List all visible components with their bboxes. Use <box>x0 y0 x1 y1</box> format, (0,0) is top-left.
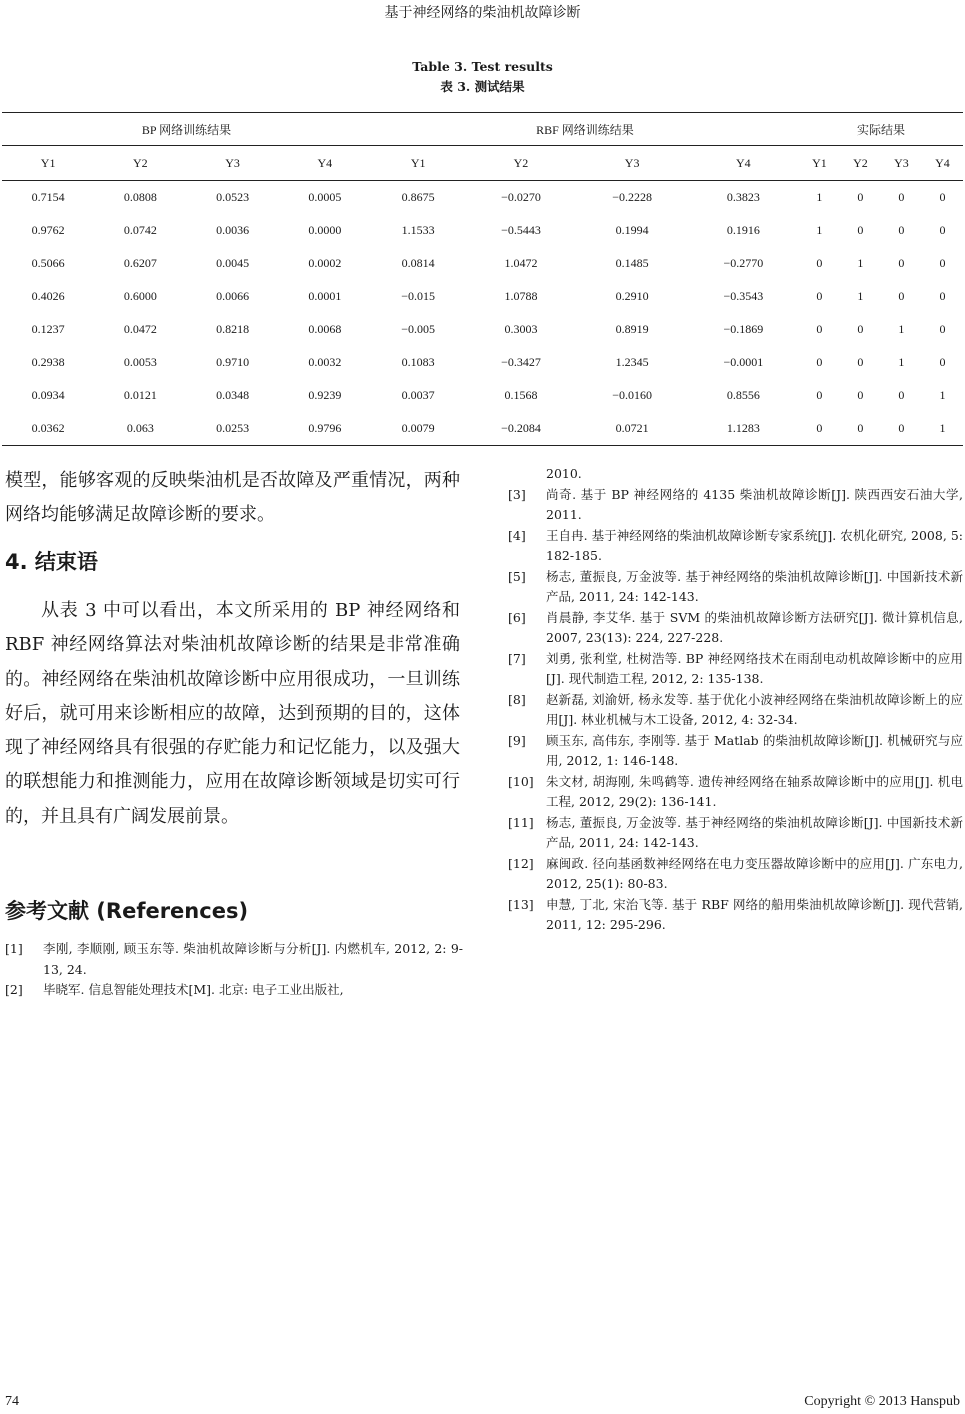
table-cell: 1 <box>816 190 823 204</box>
reference-number: [13] <box>508 896 534 912</box>
reference-text: 刘勇, 张利堂, 杜树浩等. BP 神经网络技术在雨刮电动机故障诊断中的应用[J]. 现代制造工程, 2012, 2: 135-138. <box>546 650 963 686</box>
table-cell: 0.1994 <box>615 223 649 237</box>
table-cell: 1 <box>922 412 963 446</box>
table-cell: 0 <box>816 355 823 369</box>
table-cell: 0.0121 <box>123 388 157 402</box>
table-group-header-row <box>2 113 963 146</box>
table-cell: 1.0788 <box>504 289 538 303</box>
reference-number: [10] <box>508 773 534 789</box>
reference-item <box>508 485 963 526</box>
reference-item <box>508 854 963 895</box>
table-cell: −0.3543 <box>723 289 764 303</box>
reference-item <box>508 649 963 690</box>
table-cell: 0.0001 <box>308 289 342 303</box>
table-row <box>2 346 963 379</box>
reference-number: [3] <box>508 486 526 502</box>
table-cell: 0.3823 <box>726 190 760 204</box>
table-cell: 0.0002 <box>308 256 342 270</box>
table-cell: 0.0742 <box>123 223 157 237</box>
table-cell: 1 <box>898 355 905 369</box>
reference-text: 王自冉. 基于神经网络的柴油机故障诊断专家系统[J]. 农机化研究, 2008, 5: 182-185. <box>546 527 963 563</box>
table-cell: 1.2345 <box>615 355 649 369</box>
column-header: Y1 <box>371 146 465 181</box>
continuation-text: 模型，能够客观的反映柴油机是否故障及严重情况，两种网络均能够满足故障诊断的要求。 <box>5 470 460 526</box>
table-cell: 0.0079 <box>371 412 465 446</box>
table-cell: 0.0005 <box>308 190 342 204</box>
references-right-items <box>508 485 963 936</box>
table-cell: −0.0001 <box>723 355 764 369</box>
table-cell: −0.2084 <box>465 412 576 446</box>
reference-item <box>508 731 963 772</box>
table-cell: 0 <box>816 256 823 270</box>
table-cell: 1 <box>857 289 864 303</box>
table-caption-en: Table 3. Test results <box>412 59 553 74</box>
reference-text: 朱文材, 胡海刚, 朱鸣鹤等. 遗传神经网络在轴系故障诊断中的应用[J]. 机电工程, 2012, 29(2): 136-141. <box>546 773 963 809</box>
column-header: Y4 <box>922 146 963 181</box>
reference-item <box>508 567 963 608</box>
table-cell: 0.063 <box>94 412 186 446</box>
table-cell: 0 <box>898 256 905 270</box>
table-cell: 0 <box>857 322 864 336</box>
table-cell: 0.0068 <box>308 322 342 336</box>
table-cell: 0.0721 <box>577 412 688 446</box>
table-cell: 0 <box>939 256 946 270</box>
table-cell: 0.0066 <box>216 289 250 303</box>
table-cell: 1.1283 <box>688 412 799 446</box>
table-cell: 0.9796 <box>279 412 371 446</box>
table-cell: 0.2938 <box>31 355 65 369</box>
reference-number: [9] <box>508 732 526 748</box>
table-cell: 0.4026 <box>31 289 65 303</box>
reference-number: [8] <box>508 691 526 707</box>
reference-item <box>508 895 963 936</box>
table-cell: 0.0934 <box>31 388 65 402</box>
table-cell: 0 <box>816 322 823 336</box>
table-cell: 0.0472 <box>123 322 157 336</box>
column-header: Y1 <box>799 146 840 181</box>
reference-number: [12] <box>508 855 534 871</box>
reference-item <box>508 608 963 649</box>
table-cell: 0.0348 <box>216 388 250 402</box>
reference-item <box>508 772 963 813</box>
reference-number: [11] <box>508 814 534 830</box>
table-cell: 0.7154 <box>31 190 65 204</box>
group-header-bp: BP 网络训练结果 <box>2 113 371 146</box>
reference-text: 尚奇. 基于 BP 神经网络的 4135 柴油机故障诊断[J]. 陕西西安石油大学, 2011. <box>546 486 963 522</box>
reference-continuation: 2010. <box>546 466 582 481</box>
table-cell: 0 <box>898 388 905 402</box>
table-cell: 0.8919 <box>615 322 649 336</box>
table-cell: 0.9762 <box>31 223 65 237</box>
reference-text: 申慧, 丁北, 宋治飞等. 基于 RBF 网络的船用柴油机故障诊断[J]. 现代营销, 2011, 12: 295-296. <box>546 896 963 932</box>
column-header: Y3 <box>577 146 688 181</box>
table-cell: 0.0808 <box>123 190 157 204</box>
table-cell: −0.3427 <box>501 355 541 369</box>
table-cell: 0 <box>857 190 864 204</box>
reference-text: 赵新磊, 刘渝妍, 杨永发等. 基于优化小波神经网络在柴油机故障诊断上的应用[J]. 林业机械与木工设备, 2012, 4: 32-34. <box>546 691 963 727</box>
reference-number: [6] <box>508 609 526 625</box>
column-header: Y3 <box>186 146 278 181</box>
table-cell: 0.0362 <box>2 412 94 446</box>
table-cell: −0.015 <box>401 289 436 303</box>
reference-item <box>508 813 963 854</box>
table-cell: 1 <box>898 322 905 336</box>
copyright-notice: Copyright © 2013 Hanspub <box>804 1394 960 1409</box>
reference-number: [1] <box>5 941 23 956</box>
table-cell: 0 <box>816 388 823 402</box>
reference-text: 杨志, 董振良, 万金波等. 基于神经网络的柴油机故障诊断[J]. 中国新技术新产品, 2011, 24: 142-143. <box>546 814 963 850</box>
table-cell: 0.3003 <box>504 322 538 336</box>
reference-text: 肖晨静, 李艾华. 基于 SVM 的柴油机故障诊断方法研究[J]. 微计算机信息, 2007, 23(13): 224, 227-228. <box>546 609 963 645</box>
table-cell: 0.2910 <box>615 289 649 303</box>
table-cell: −0.0160 <box>612 388 653 402</box>
column-header: Y2 <box>465 146 576 181</box>
section-heading: 4. 结束语 <box>5 550 98 574</box>
column-header: Y3 <box>881 146 922 181</box>
table-row <box>2 412 963 446</box>
table-cell: 0.9239 <box>308 388 342 402</box>
table-row <box>2 280 963 313</box>
table-cell: 0.1568 <box>504 388 538 402</box>
reference-number: [5] <box>508 568 526 584</box>
reference-item <box>5 980 463 1001</box>
references-heading: 参考文献 (References) <box>5 899 249 923</box>
table-cell: 0 <box>939 322 946 336</box>
table-cell: 1 <box>939 388 946 402</box>
reference-text: 麻闽政. 径向基函数神经网络在电力变压器故障诊断中的应用[J]. 广东电力, 2012, 25(1): 80-83. <box>546 855 963 891</box>
table-row <box>2 247 963 280</box>
table-cell: 0 <box>857 355 864 369</box>
results-table <box>2 112 963 446</box>
table-cell: 0.6000 <box>123 289 157 303</box>
table-row <box>2 181 963 215</box>
table-cell: 0 <box>898 289 905 303</box>
page-number: 74 <box>5 1394 19 1409</box>
table-cell: −0.0270 <box>501 190 541 204</box>
table-cell: 0.5066 <box>31 256 65 270</box>
table-row <box>2 313 963 346</box>
reference-item <box>508 690 963 731</box>
table-cell: 0.0814 <box>401 256 435 270</box>
table-cell: 0.1916 <box>726 223 760 237</box>
group-header-actual: 实际结果 <box>799 113 963 146</box>
table-cell: 0.1237 <box>31 322 65 336</box>
table-cell: 0.0032 <box>308 355 342 369</box>
table-cell: 0 <box>939 355 946 369</box>
group-header-rbf: RBF 网络训练结果 <box>371 113 799 146</box>
table-cell: 0 <box>939 289 946 303</box>
table-cell: −0.5443 <box>501 223 541 237</box>
table-cell: 1 <box>857 256 864 270</box>
table-cell: 0.0037 <box>401 388 435 402</box>
table-cell: 0.1485 <box>615 256 649 270</box>
reference-text: 顾玉东, 高伟东, 李刚等. 基于 Matlab 的柴油机故障诊断[J]. 机械研究与应用, 2012, 1: 146-148. <box>546 732 963 768</box>
table-cell: 0 <box>799 412 840 446</box>
table-cell: 0 <box>816 289 823 303</box>
table-cell: 0.0000 <box>308 223 342 237</box>
table-cell: 0.1083 <box>401 355 435 369</box>
table-cell: −0.2228 <box>612 190 653 204</box>
table-cell: 0.6207 <box>123 256 157 270</box>
table-cell: 0.0053 <box>123 355 157 369</box>
table-cell: 0.8556 <box>726 388 760 402</box>
table-cell: 0.0036 <box>216 223 250 237</box>
table-cell: −0.005 <box>401 322 436 336</box>
table-row <box>2 214 963 247</box>
table-cell: 0 <box>881 412 922 446</box>
column-header: Y1 <box>2 146 94 181</box>
reference-item <box>508 526 963 567</box>
table-cell: 1.0472 <box>504 256 538 270</box>
table-cell: −0.2770 <box>723 256 764 270</box>
running-head: 基于神经网络的柴油机故障诊断 <box>384 5 581 21</box>
references-list-left <box>5 939 463 1001</box>
table-cell: 0 <box>939 190 946 204</box>
table-body <box>2 181 963 446</box>
table-cell: 0.8675 <box>401 190 435 204</box>
table-cell: 0 <box>857 223 864 237</box>
table-cell: 0 <box>898 223 905 237</box>
table-cell: 0 <box>898 190 905 204</box>
reference-number: [4] <box>508 527 526 543</box>
table-cell: 0.0523 <box>216 190 250 204</box>
conclusion-text: 从表 3 中可以看出，本文所采用的 BP 神经网络和 RBF 神经网络算法对柴油机故障诊断的结果是非常准确的。神经网络在柴油机故障诊断中应用很成功，一旦训练好后，就可用来诊断相应的故障，达到预期的目的，这体现了神经网络具有很强的存贮能力和记忆能力，以及强大的联想能力和推测能力，应用在故障诊断领域是切实可行的，并且具有广阔发展前景。 <box>5 600 460 827</box>
references-list-right <box>508 464 963 936</box>
table-cell: 1 <box>816 223 823 237</box>
reference-text: 李刚, 李顺刚, 顾玉东等. 柴油机故障诊断与分析[J]. 内燃机车, 2012, 2: 9-13, 24. <box>43 941 463 977</box>
table-cell: 0.8218 <box>216 322 250 336</box>
column-header: Y4 <box>688 146 799 181</box>
reference-number: [2] <box>5 982 23 997</box>
body-paragraph-continuation <box>5 464 460 533</box>
column-header: Y4 <box>279 146 371 181</box>
table-row <box>2 379 963 412</box>
table-cell: 1.1533 <box>401 223 435 237</box>
table-cell: 0 <box>857 388 864 402</box>
table-cell: 0.0045 <box>216 256 250 270</box>
reference-text: 毕晓军. 信息智能处理技术[M]. 北京: 电子工业出版社, <box>43 982 344 997</box>
conclusion-paragraph <box>5 594 460 834</box>
table-cell: 0 <box>939 223 946 237</box>
column-header: Y2 <box>94 146 186 181</box>
table-cell: 0 <box>840 412 881 446</box>
column-header: Y2 <box>840 146 881 181</box>
table-column-header-row <box>2 146 963 181</box>
reference-item <box>5 939 463 980</box>
reference-number: [7] <box>508 650 526 666</box>
table-cell: −0.1869 <box>723 322 764 336</box>
table-caption-zh: 表 3. 测试结果 <box>440 79 525 94</box>
reference-text: 杨志, 董振良, 万金波等. 基于神经网络的柴油机故障诊断[J]. 中国新技术新产品, 2011, 24: 142-143. <box>546 568 963 604</box>
table-cell: 0.0253 <box>186 412 278 446</box>
table-cell: 0.9710 <box>216 355 250 369</box>
